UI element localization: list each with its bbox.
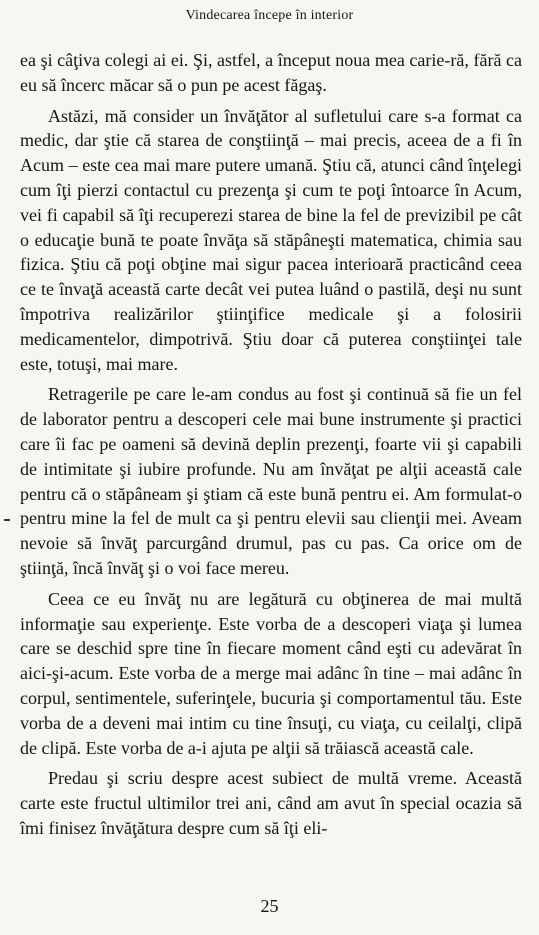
- paragraph: Astăzi, mă consider un învăţător al sufletului care s-a format ca medic, dar ştie că starea de conştiinţă – mai precis, aceea de a fi în Acum – este cea mai mare putere umană. Ştiu că, atunci când înţelegi cum îţi pierzi contactul cu prezenţa şi cum te poţi întoarce în Acum, vei fi capabil să îţi recuperezi starea de bine la fel de previzibil pe cât o educaţie bună te poate învăţa să stăpâneşti matematica, chimia sau fizica. Ştiu că poţi obţine mai sigur pacea interioară practicând ceea ce te învaţă această carte decât vei putea luând o pastilă, deşi nu sunt împotriva realizărilor ştiinţifice medicale şi a folosirii medicamentelor, dimpotrivă. Ştiu doar că puterea conştiinţei tale este, totuşi, mai mare.: [20, 105, 522, 374]
- paragraph-continued: ea şi câţiva colegi ai ei. Şi, astfel, a început noua mea carie-ră, fără ca eu să încerc măcar să o pun pe acest făgaş.: [20, 50, 522, 95]
- margin-mark: [4, 519, 10, 521]
- running-head: Vindecarea începe în interior: [185, 8, 354, 23]
- paragraph: Predau şi scriu despre acest subiect de multă vreme. Această carte este fructul ultimilor trei ani, când am avut în special ocazia să îmi finisez învăţătura despre cum să îţi eli-: [20, 768, 522, 838]
- paragraph: Ceea ce eu învăţ nu are legătură cu obţinerea de mai multă informaţie sau experienţe. Este vorba de a descoperi viaţa şi lumea care se deschid spre tine în fiecare moment când eşti cu adevărat în aici-şi-acum. Este vorba de a merge mai adânc în tine – mai adânc în corpul, sentimentele, suferinţele, bucuria şi comportamentul tău. Este vorba de a deveni mai intim cu tine însuţi, cu viaţa, cu ceilalţi, clipă de clipă. Este vorba de a-i ajuta pe alţii să trăiască această cale.: [20, 588, 522, 758]
- paragraph: Retragerile pe care le-am condus au fost şi continuă să fie un fel de laborator pentru a descoperi cele mai bune instrumente şi practici care îi fac pe oameni să devină deplin prezenţi, foarte vii şi capabili de intimitate şi iubire profunde. Nu am învăţat pe alţii această cale pentru că o stăpâneam şi ştiam că este bună pentru ei. Am formulat-o pentru mine la fel de mult ca şi pentru elevii sau clienţii mei. Aveam nevoie să învăţ parcurgând drumul, pas cu pas. Ca orice om de ştiinţă, încă învăţ şi o voi face mereu.: [20, 384, 522, 578]
- page-number: 25: [260, 896, 279, 916]
- body-text: [20, 48, 522, 841]
